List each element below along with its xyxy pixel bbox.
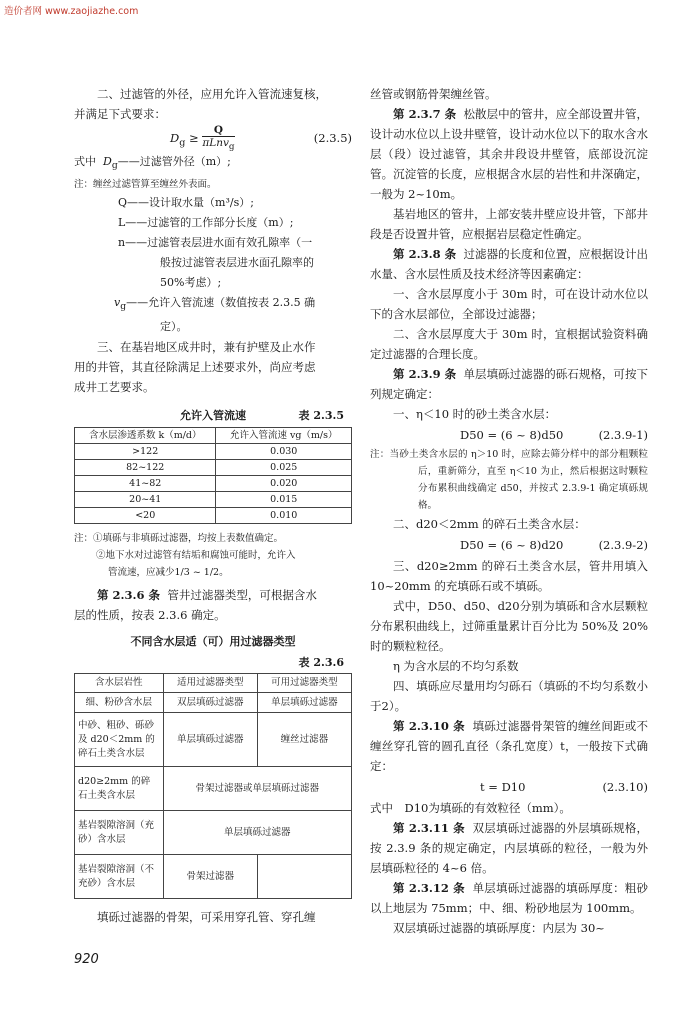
table-note-3 — [74, 564, 352, 581]
eq-num: Q — [213, 124, 223, 137]
cell-k: >122 — [75, 444, 216, 460]
equation-number: (2.3.9-1) — [598, 428, 648, 442]
note-2-3-9-1: 注：当砂土类含水层的 η＞10 时，应除去筛分样中的部分粗颗粒后，重新筛分，直至 η＜10 为止，然后根据这时颗粒分布累积曲线确定 d50，并按式 2.3.9-1 确定填砾规格。 — [370, 449, 648, 511]
table-row — [75, 767, 352, 811]
def-vg-sub: g — [120, 301, 127, 313]
paragraph-last: 双层填砾过滤器的填砾厚度：内层为 30~ — [393, 921, 605, 935]
equation-2-3-5 — [74, 124, 352, 152]
table-cell: 缠丝过滤器 — [257, 713, 351, 767]
equation-2-3-9-2 — [370, 534, 648, 556]
cell-v: 0.020 — [216, 476, 352, 492]
section-number: 第 2.3.8 条 — [393, 247, 457, 261]
def-vg-line2: 定）。 — [160, 320, 188, 334]
table-cell: 骨架过滤器或单层填砾过滤器 — [163, 767, 351, 811]
def-q: Q——设计取水量（m³/s）; — [118, 196, 254, 210]
table-cell: d20≥2mm 的碎石土类含水层 — [75, 767, 164, 811]
table-cell: 单层填砾过滤器 — [163, 811, 351, 855]
def-n-line1: n——过滤管表层进水面有效孔隙率（一 — [118, 236, 313, 250]
def-dg-text: ——过滤管外径（m）; — [117, 155, 231, 168]
table-row — [75, 508, 352, 524]
eq-op: ≥ — [189, 131, 199, 145]
table-number: 表 2.3.6 — [298, 656, 344, 670]
note-dg: 注：缠丝过滤管算至缠丝外表面。 — [74, 179, 217, 191]
item-2-3-9-3: 三、d20≥2mm 的碎石土类含水层，管井用填入 10~20mm 的充填砾石或不填砾。 — [370, 559, 648, 593]
equation-text: t = D10 — [480, 780, 526, 794]
def-vg-symbol: v — [114, 296, 121, 310]
paragraph-continued: 丝管或钢筋骨架缠丝管。 — [370, 87, 497, 101]
section-text: 单层填砾过滤器的填砾厚度：粗砂以上地层为 75mm；中、细、粉砂地层为 100mm。 — [370, 881, 649, 915]
def-dg-symbol: D — [103, 155, 112, 168]
section-text: 松散层中的管井，应全部设置井管，设计动水位以上设井壁管，设计动水位以下的取水含水层（段）设过滤管，其余井段设井壁管，底部设沉淀管。沉淀管的长度，应根据含水层的岩性和井深确定，一般为 2~10m。 — [370, 107, 648, 201]
table-row — [75, 460, 352, 476]
table-caption: 允许入管流速 — [180, 409, 246, 423]
equation-text: D50 = (6 ~ 8)d20 — [460, 538, 564, 552]
equation-2-3-9-1 — [370, 424, 648, 446]
section-text: 过滤器的长度和位置，应根据设计出水量、含水层性质及技术经济等因素确定： — [370, 247, 648, 281]
eq-den-sub: g — [228, 142, 235, 153]
table-cell: 单层填砾过滤器 — [163, 713, 257, 767]
table-cell: 骨架过滤器 — [163, 855, 257, 899]
section-text: 双层填砾过滤器的外层填砾规格，按 2.3.9 条的规定确定，内层填砾的粒径，一般为外层填砾粒径的 4~6 倍。 — [370, 821, 649, 875]
table-cell: 基岩裂隙溶洞（不充砂）含水层 — [75, 855, 164, 899]
table-2-3-6 — [74, 673, 352, 899]
def-n-line3: 50%考虑）; — [160, 276, 222, 290]
table-2-3-5 — [74, 427, 352, 524]
table-cell: 双层填砾过滤器 — [163, 693, 257, 713]
table-note-3a: 管流速，应减少 — [108, 567, 175, 579]
section-2-3-8 — [370, 244, 648, 284]
table-cell: 细、粉砂含水层 — [75, 693, 164, 713]
table-note-1: 注：①填砾与非填砾过滤器，均按上表数值确定。 — [74, 533, 284, 545]
table-cell: 基岩裂隙溶洞（充砂）含水层 — [75, 811, 164, 855]
definition-d10: 式中 D10为填砾的有效粒径（mm）。 — [370, 801, 571, 815]
eq-lhs: D — [170, 131, 180, 145]
item-2-3-8-1: 一、含水层厚度小于 30m 时，可在设计动水位以下的含水层部位，全部设过滤器； — [370, 287, 648, 321]
table-row — [75, 693, 352, 713]
section-number: 第 2.3.11 条 — [393, 821, 465, 835]
def-l: L——过滤管的工作部分长度（m）; — [118, 216, 294, 230]
paragraph-2-line1: 二、过滤管的外径，应用允许入管流速复核， — [97, 87, 327, 101]
table-row — [75, 713, 352, 767]
table-2-3-5-caption — [74, 405, 352, 427]
table-note-3b: 1/3 ~ 1/2。 — [174, 567, 229, 579]
table-note-2: ②地下水对过滤管有结垢和腐蚀可能时，允许入 — [96, 550, 296, 562]
cell-k: 82~122 — [75, 460, 216, 476]
table-row — [75, 492, 352, 508]
table-row — [75, 476, 352, 492]
table-cell-empty — [257, 855, 351, 899]
page-number: 920 — [74, 952, 99, 967]
section-text: 填砾过滤器骨架管的缠丝间距或不缠丝穿孔管的圆孔直径（条孔宽度）t，一般按下式确定： — [370, 719, 649, 773]
item-2-3-9-2: 二、d20＜2mm 的碎石土类含水层： — [393, 517, 586, 531]
section-number: 第 2.3.12 条 — [393, 881, 465, 895]
section-2-3-7 — [370, 104, 648, 204]
table-header: 可用过滤器类型 — [257, 674, 351, 693]
paragraph-3-line2: 用的井管，其直径除满足上述要求外，尚应考虑 — [74, 360, 316, 375]
cell-v: 0.015 — [216, 492, 352, 508]
section-2-3-6 — [74, 585, 352, 605]
table-row — [75, 811, 352, 855]
paragraph-3-line1: 三、在基岩地区成井时，兼有护壁及止水作 — [97, 340, 316, 355]
cell-k: 41~82 — [75, 476, 216, 492]
def-dg-sub: g — [111, 160, 118, 172]
section-2-3-11 — [370, 818, 648, 878]
section-number: 第 2.3.6 条 — [97, 588, 161, 603]
eq-fraction — [202, 124, 234, 153]
equation-number: (2.3.10) — [602, 780, 648, 794]
table-row — [75, 855, 352, 899]
table-2-3-6-caption — [74, 631, 352, 653]
cell-v: 0.010 — [216, 508, 352, 524]
section-text: 单层填砾过滤器的砾石规格，可按下列规定确定： — [370, 367, 648, 401]
table-note — [74, 530, 352, 581]
item-2-3-9-1: 一、η＜10 时的砂土类含水层： — [393, 407, 557, 421]
def-lead: 式中 — [74, 155, 96, 168]
cell-v: 0.030 — [216, 444, 352, 460]
definition-list — [74, 152, 352, 337]
table-header-vg: 允许入管流速 vg（m/s） — [216, 428, 352, 444]
item-2-3-9-4: 四、填砾应尽量用均匀砾石（填砾的不均匀系数小于2）。 — [370, 679, 648, 713]
section-number: 第 2.3.9 条 — [393, 367, 457, 381]
section-2-3-9 — [370, 364, 648, 404]
cell-v: 0.025 — [216, 460, 352, 476]
def-vg-text: ——允许入管流速（数值按表 2.3.5 确 — [126, 296, 316, 310]
left-column — [74, 84, 352, 927]
section-text: 管井过滤器类型，可根据含水 — [167, 588, 317, 603]
item-2-3-8-2: 二、含水层厚度大于 30m 时，宜根据试验资料确定过滤器的合理长度。 — [370, 327, 648, 361]
equation-2-3-10 — [370, 776, 648, 798]
table-cell: 单层填砾过滤器 — [257, 693, 351, 713]
paragraph-bedrock: 基岩地区的管井，上部安装井壁应设井管，下部井段是否设置井管，应根据岩层稳定性确定。 — [370, 207, 648, 241]
table-cell: 中砂、粗砂、砾砂及 d20＜2mm 的碎石土类含水层 — [75, 713, 164, 767]
section-number: 第 2.3.10 条 — [393, 719, 465, 733]
cell-k: 20~41 — [75, 492, 216, 508]
section-2-3-12 — [370, 878, 648, 918]
table-header: 含水层岩性 — [75, 674, 164, 693]
section-number: 第 2.3.7 条 — [393, 107, 457, 121]
definition-2-3-9: 式中，D50、d50、d20分别为填砾和含水层颗粒分布累积曲线上，过筛重量累计百分比为 50%及 20%时的颗粒粒径。 — [370, 599, 648, 653]
table-caption: 不同含水层适（可）用过滤器类型 — [130, 635, 296, 649]
eq-lhs-sub: g — [179, 137, 186, 149]
equation-number: (2.3.5) — [313, 131, 352, 145]
eq-den: πLnv — [202, 137, 229, 150]
table-row — [75, 444, 352, 460]
paragraph-2-line2: 并满足下式要求： — [74, 107, 166, 121]
table-header: 适用过滤器类型 — [163, 674, 257, 693]
table-header-k: 含水层渗透系数 k（m/d） — [75, 428, 216, 444]
table-number: 表 2.3.5 — [298, 409, 344, 423]
section-2-3-6-line2: 层的性质，按表 2.3.6 确定。 — [74, 608, 226, 623]
right-column — [370, 84, 648, 938]
def-vg — [74, 293, 352, 317]
paragraph-last: 填砾过滤器的骨架，可采用穿孔管、穿孔缠 — [97, 910, 316, 925]
equation-number: (2.3.9-2) — [598, 538, 648, 552]
def-n-line2: 般按过滤管表层进水面孔隙率的 — [160, 256, 314, 270]
section-2-3-10 — [370, 716, 648, 776]
watermark: 造价者网 www.zaojiazhe.com — [4, 6, 139, 17]
definition-eta: η 为含水层的不均匀系数 — [393, 659, 519, 673]
paragraph-3-line3: 成井工艺要求。 — [74, 380, 155, 395]
cell-k: <20 — [75, 508, 216, 524]
equation-text: D50 = (6 ~ 8)d50 — [460, 428, 564, 442]
